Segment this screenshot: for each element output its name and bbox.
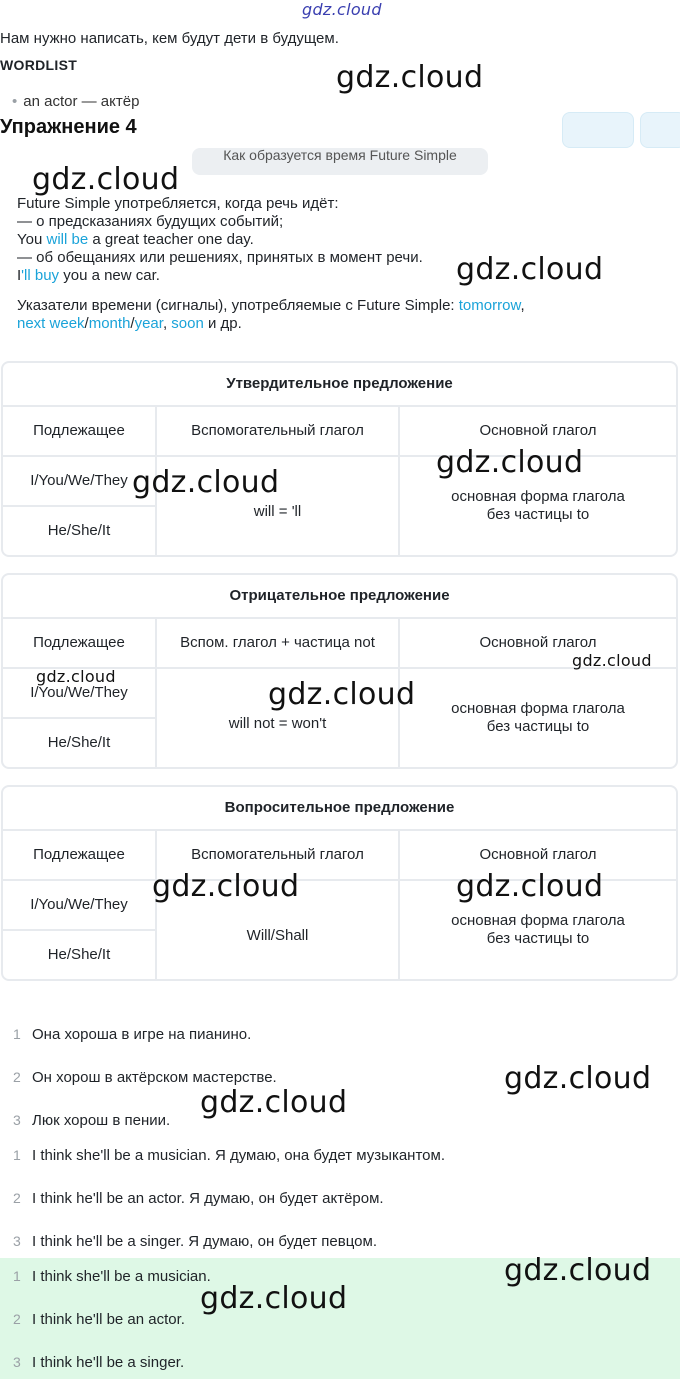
watermark: gdz.cloud [200,1085,348,1120]
wordlist-item-text: an actor — актёр [23,93,140,110]
header-main-text: Основной глагол [479,422,597,439]
next-exercise-button[interactable] [640,112,680,148]
table-title-text: Утвердительное предложение [226,375,453,392]
subject-cell-text: He/She/It [47,522,111,539]
subject-cell [3,931,157,979]
theory-text: Future Simple употребляется, когда речь идёт: [17,195,339,212]
answer-row [0,1147,680,1167]
highlighted-term: 'll buy [21,267,60,284]
highlighted-term: will be [46,231,89,248]
answer-text: I think he'll be a singer. [32,1354,185,1371]
aux-cell-text: will not = won't [228,715,327,732]
answer-number: 3 [13,1233,21,1249]
theory-text: a great teacher one day. [88,231,254,248]
header-subject [3,831,157,881]
header-subject-text: Подлежащее [33,422,125,439]
subject-cell [3,881,157,931]
watermark: gdz.cloud [436,445,584,480]
theory-line [17,267,160,285]
subject-cell-text: He/She/It [47,734,111,751]
answer-text: I think she'll be a musician. Я думаю, она будет музыкантом. [32,1147,445,1164]
answer-row [0,1190,680,1210]
answer-number: 2 [13,1069,21,1085]
answer-number: 3 [13,1112,21,1128]
time-marker: month [88,315,131,332]
answer-number: 2 [13,1311,21,1327]
answer-text: Она хороша в игре на пианино. [32,1026,252,1043]
intro-text: Нам нужно написать, кем будут дети в будущем. [0,30,339,47]
table-title [3,575,676,619]
time-markers-line [17,315,242,333]
header-main-text: Основной глагол [479,846,597,863]
prev-exercise-button[interactable] [562,112,634,148]
exercise-title: Упражнение 4 [0,116,137,138]
header-aux-text: Вспомогательный глагол [191,846,364,863]
bullet-icon: • [12,93,18,110]
answer-text: Люк хорош в пении. [32,1112,171,1129]
answer-text: Он хорош в актёрском мастерстве. [32,1069,277,1086]
wordlist-item [12,93,139,110]
theory-text: — о предсказаниях будущих событий; [17,213,284,230]
answer-row [0,1233,680,1253]
watermark: gdz.cloud [336,60,484,95]
theory-text: You [17,231,47,248]
header-aux [157,407,400,457]
watermark: gdz.cloud [268,677,416,712]
table-title-text: Вопросительное предложение [224,799,455,816]
theory-text: Указатели времени (сигналы), употребляемые с Future Simple: [17,297,459,314]
answer-row [0,1354,680,1374]
theory-text: / [130,315,135,332]
main-verb-cell-text: основная форма глагола без частицы to [451,912,625,947]
header-aux-text: Вспом. глагол + частица not [180,634,375,651]
header-subject [3,407,157,457]
time-marker: year [134,315,163,332]
subject-cell-text: I/You/We/They [30,896,128,913]
time-markers-line [17,297,525,315]
answer-text: I think he'll be a singer. Я думаю, он будет певцом. [32,1233,377,1250]
watermark: gdz.cloud [152,869,300,904]
watermark: gdz.cloud [132,465,280,500]
watermark-top: gdz.cloud [302,0,382,19]
aux-cell-text: Will/Shall [246,927,309,944]
table-title-text: Отрицательное предложение [229,587,450,604]
subject-cell-text: I/You/We/They [30,472,128,489]
watermark: gdz.cloud [456,869,604,904]
answer-text: I think she'll be a musician. [32,1268,211,1285]
answer-number: 2 [13,1190,21,1206]
table-title [3,787,676,831]
theory-line [17,213,283,231]
answer-text: I think he'll be an actor. Я думаю, он будет актёром. [32,1190,384,1207]
wordlist-title: WORDLIST [0,57,78,73]
answer-row [0,1026,680,1046]
aux-cell-text: will = 'll [253,503,302,520]
main-verb-cell-text: основная форма глагола без частицы to [451,488,625,523]
answer-number: 1 [13,1026,21,1042]
subject-cell-text: I/You/We/They [30,684,128,701]
watermark: gdz.cloud [572,651,652,670]
theory-text: , [520,297,525,314]
answer-text: I think he'll be an actor. [32,1311,185,1328]
main-verb-cell-text: основная форма глагола без частицы to [451,700,625,735]
watermark: gdz.cloud [504,1253,652,1288]
subject-cell [3,719,157,767]
theory-line [17,195,338,213]
header-subject-text: Подлежащее [33,846,125,863]
subject-cell-text: He/She/It [47,946,111,963]
theory-text: — об обещаниях или решениях, принятых в момент речи. [17,249,423,266]
answer-number: 1 [13,1147,21,1163]
main-verb-cell [400,669,676,767]
theory-text: you a new car. [59,267,160,284]
header-subject [3,619,157,669]
time-marker: tomorrow [458,297,521,314]
theory-line [17,231,254,249]
theory-text: / [84,315,89,332]
time-marker: soon [171,315,204,332]
theory-text: I [17,267,22,284]
header-aux [157,619,400,669]
watermark: gdz.cloud [456,252,604,287]
subject-cell [3,507,157,555]
time-marker: next week [17,315,85,332]
header-aux-text: Вспомогательный глагол [191,422,364,439]
watermark: gdz.cloud [200,1281,348,1316]
watermark: gdz.cloud [504,1061,652,1096]
theory-line [17,249,423,267]
watermark: gdz.cloud [36,667,116,686]
header-main-text: Основной глагол [479,634,597,651]
watermark: gdz.cloud [32,162,180,197]
theory-text: и др. [203,315,242,332]
answer-number: 1 [13,1268,21,1284]
theory-text: , [162,315,172,332]
table-title [3,363,676,407]
header-subject-text: Подлежащее [33,634,125,651]
answer-number: 3 [13,1354,21,1370]
theory-tab[interactable]: Как образуется время Future Simple [192,148,488,175]
